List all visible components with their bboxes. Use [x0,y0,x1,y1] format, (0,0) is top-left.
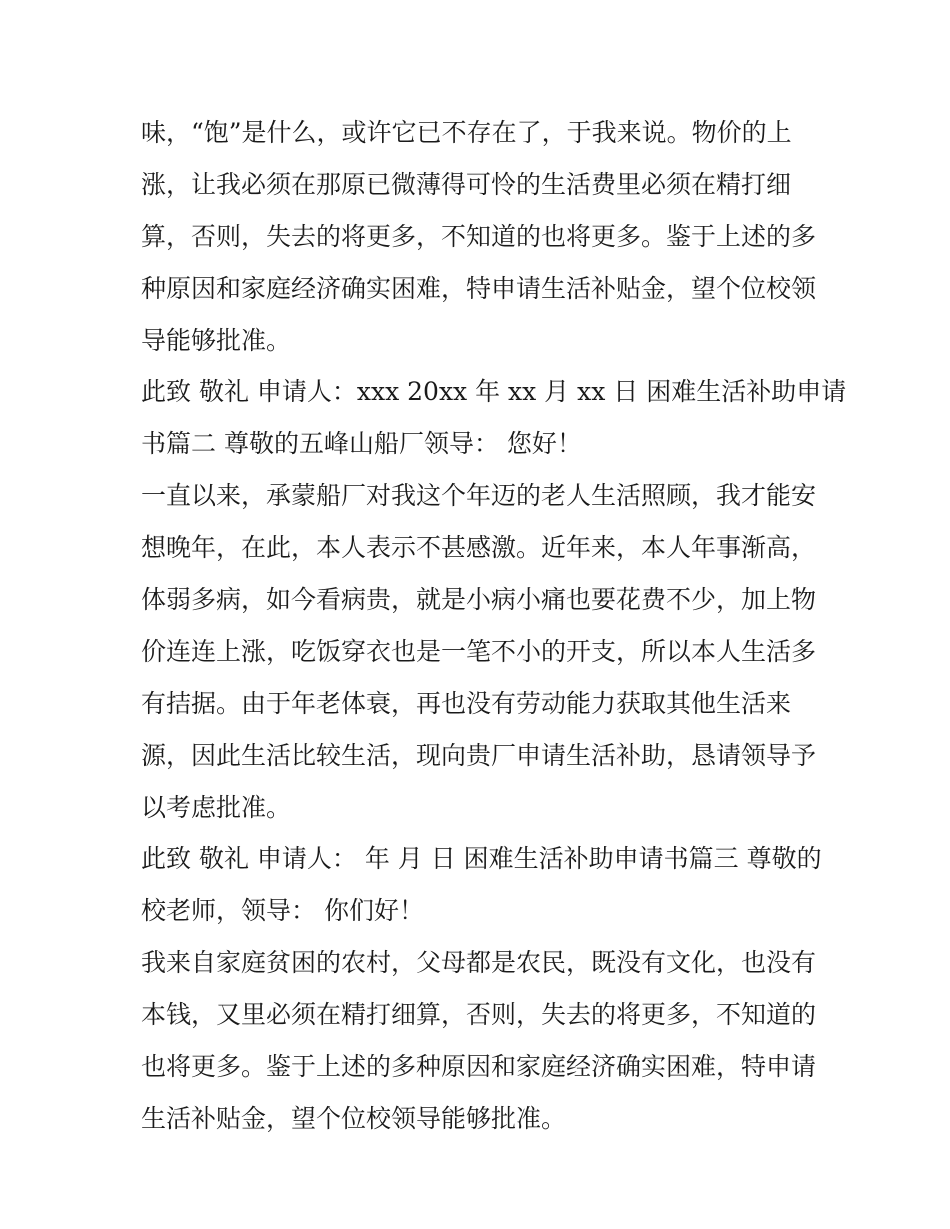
text-line: 一直以来，承蒙船厂对我这个年迈的老人生活照顾，我才能安 [141,481,817,511]
text-line: 书篇二 尊敬的五峰山船厂领导： 您好！ [141,429,582,459]
text-line: 导能够批准。 [141,325,292,355]
text-line: 价连连上涨，吃饭穿衣也是一笔不小的开支，所以本人生活多 [141,636,817,666]
text-line: 以考虑批准。 [141,792,292,822]
text-line: 体弱多病，如今看病贵，就是小病小痛也要花费不少，加上物 [141,585,817,615]
text-line: 校老师，领导： 你们好！ [141,896,424,926]
text-line: 想晚年，在此，本人表示不甚感激。近年来，本人年事渐高， [141,533,817,563]
text-line: 此致 敬礼 申请人： 年 月 日 困难生活补助申请书篇三 尊敬的 [141,844,822,874]
text-line: 我来自家庭贫困的农村，父母都是农民，既没有文化，也没有 [141,948,817,978]
text-line: 种原因和家庭经济确实困难，特申请生活补贴金，望个位校领 [141,273,817,303]
text-line: 涨，让我必须在那原已微薄得可怜的生活费里必须在精打细 [141,169,792,199]
text-line: 也将更多。鉴于上述的多种原因和家庭经济确实困难，特申请 [141,1052,817,1082]
text-line: 算，否则，失去的将更多，不知道的也将更多。鉴于上述的多 [141,221,817,251]
text-line: 味，“饱”是什么，或许它已不存在了，于我来说。物价的上 [141,118,792,147]
text-line: 有拮据。由于年老体衰，再也没有劳动能力获取其他生活来 [141,688,792,718]
text-line: 本钱，又里必须在精打细算，否则，失去的将更多，不知道的 [141,1000,817,1030]
text-line: 生活补贴金，望个位校领导能够批准。 [141,1103,567,1133]
document-body [141,107,847,1145]
text-line: 源，因此生活比较生活，现向贵厂申请生活补助，恳请领导予 [141,740,817,770]
text-line: 此致 敬礼 申请人：xxx 20xx 年 xx 月 xx 日 困难生活补助申请 [141,377,847,407]
